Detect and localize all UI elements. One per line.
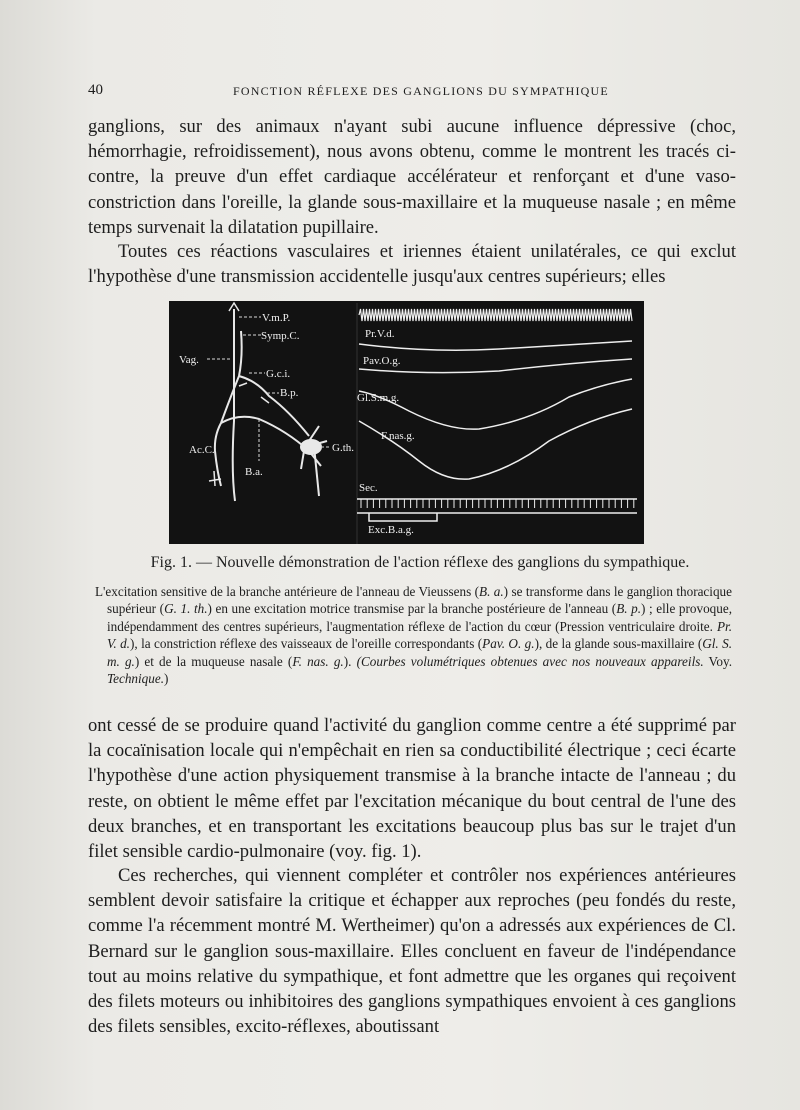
paragraph-3-text: ont cessé de se produire quand l'activité du ganglion comme centre a été supprimé par la cocaïnisation locale qui n'empêchait en rien sa conductibilité électrique ; ceci écarte l'hypothèse d'une action physiquement transmise à la branche intacte de l'anneau ; du reste, on obtient le même effet par l'excitation mécanique du bout central de l'une des deux branches, et en transportant les excitations beaucoup plus bas sur le trajet d'un filet sensible cardio-pulmonaire (voy. fig. 1). xyxy=(88,715,736,863)
figure-1 xyxy=(169,301,644,544)
label-sec: Sec. xyxy=(359,482,378,494)
label-sympc: Symp.C. xyxy=(261,330,300,342)
figure-1-image xyxy=(169,301,644,544)
label-glsmg: Gl.S.m.g. xyxy=(357,392,400,404)
page-number: 40 xyxy=(88,82,103,98)
running-title: FONCTION RÉFLEXE DES GANGLIONS DU SYMPATHIQUE xyxy=(233,84,609,98)
legend-i6: Gl. S. m. g. xyxy=(107,636,733,669)
label-vmp: V.m.P. xyxy=(262,312,291,324)
figure-legend xyxy=(95,583,732,687)
label-prvd: Pr.V.d. xyxy=(365,328,395,340)
legend-i1: B. a. xyxy=(479,584,504,599)
pulse-oscillation xyxy=(359,309,632,321)
label-acc: Ac.C. xyxy=(189,444,215,456)
legend-i7: F. nas. g. xyxy=(292,653,344,669)
legend-s3: ) en une excitation motrice transmise par la branche postérieure de l'anneau ( xyxy=(207,601,617,617)
legend-s9: Voy. xyxy=(703,653,733,669)
label-fnasg: F.nas.g. xyxy=(381,430,415,442)
legend-s1: L'excitation sensitive de la branche antérieure de l'anneau de Vieussens ( xyxy=(95,584,480,599)
label-vag: Vag. xyxy=(179,354,199,366)
stimulus-marker xyxy=(369,513,437,521)
anterior-branch xyxy=(215,423,221,486)
vagus-nerve xyxy=(233,309,235,501)
legend-i3: B. p. xyxy=(616,601,642,617)
paragraph-1 xyxy=(88,114,736,240)
paragraph-2 xyxy=(88,239,736,289)
label-bp: B.p. xyxy=(280,387,299,399)
figure-legend-text xyxy=(95,583,732,687)
sympathetic-cord xyxy=(221,331,242,423)
diagram-labels xyxy=(179,312,354,478)
second-ticks xyxy=(361,499,634,508)
label-ba: B.a. xyxy=(245,466,263,478)
running-header xyxy=(88,82,738,102)
legend-s5: ), la constriction réflexe des vaisseaux de l'oreille correspondants ( xyxy=(129,636,483,652)
arrow-marks xyxy=(239,383,269,403)
label-gth: G.th. xyxy=(332,442,354,454)
label-excbag: Exc.B.a.g. xyxy=(368,524,414,536)
legend-i9: Technique. xyxy=(107,671,165,687)
trace-prvd xyxy=(359,341,632,350)
paragraph-3 xyxy=(88,713,736,864)
paragraph-1-text: ganglions, sur des animaux n'ayant subi aucune influence dépressive (choc, hémorrhagie, refroidissement), nous avons obtenu, comme le montrent les tracés ci-contre, la preuve d'un effet cardiaque accélérateur et renforçant et d'une vaso-constriction dans l'oreille, la glande sous-maxillaire et la muqueuse nasale ; en même temps survenait la dilatation pupillaire. xyxy=(88,116,736,238)
stellate-ganglion xyxy=(301,440,321,454)
legend-s6: ), de la glande sous-maxillaire ( xyxy=(534,636,703,652)
legend-i2: G. 1. th. xyxy=(164,601,208,617)
ganglion-branches xyxy=(301,426,327,496)
label-gci: G.c.i. xyxy=(266,368,291,380)
ventricular-pressure-trace xyxy=(359,309,632,321)
legend-s7: ) et de la muqueuse nasale ( xyxy=(134,653,293,669)
paragraph-4-text: Ces recherches, qui viennent compléter et contrôler nos expériences antérieures semblent devoir satisfaire la critique et échapper aux reproches (peu fondés du reste, comme l'a récemment montré M. Wertheimer) qu'on a adressés aux expériences de Cl. Bernard sur le ganglion sous-maxillaire. Elles concluent en faveur de l'indépendance tout au moins relative du sympathique, et font admettre que les organes qui reçoivent des filets moteurs ou inhibitoires des ganglions sympathiques envoient à ces ganglions des filets sensibles, excito-réflexes, aboutissant xyxy=(88,865,736,1038)
legend-s2: ) se transforme dans le ganglion thoracique supérieur ( xyxy=(107,584,732,617)
paragraph-4 xyxy=(88,863,736,1039)
figure-caption: Fig. 1. — Nouvelle démonstration de l'action réflexe des ganglions du sympathique. xyxy=(150,554,690,571)
legend-i8: (Courbes volumétriques obtenues avec nos nouveaux appareils. xyxy=(356,653,704,669)
paragraph-2-text: Toutes ces réactions vasculaires et iriennes étaient unilatérales, ce qui exclut l'hypothèse d'une transmission accidentelle jusqu'aux centres supérieurs; elles xyxy=(88,241,736,288)
legend-i4: Pr. V. d. xyxy=(107,618,732,652)
legend-s8: ). xyxy=(343,653,352,669)
legend-s4: ) ; elle provoque, indépendamment des centres supérieurs, l'augmentation réflexe de l'action du cœur (Pression ventriculaire droite. xyxy=(107,601,732,634)
label-pavog: Pav.O.g. xyxy=(363,355,401,367)
legend-i5: Pav. O. g. xyxy=(482,636,535,652)
legend-s10: ) xyxy=(164,671,169,687)
trace-fnasg xyxy=(359,409,632,479)
